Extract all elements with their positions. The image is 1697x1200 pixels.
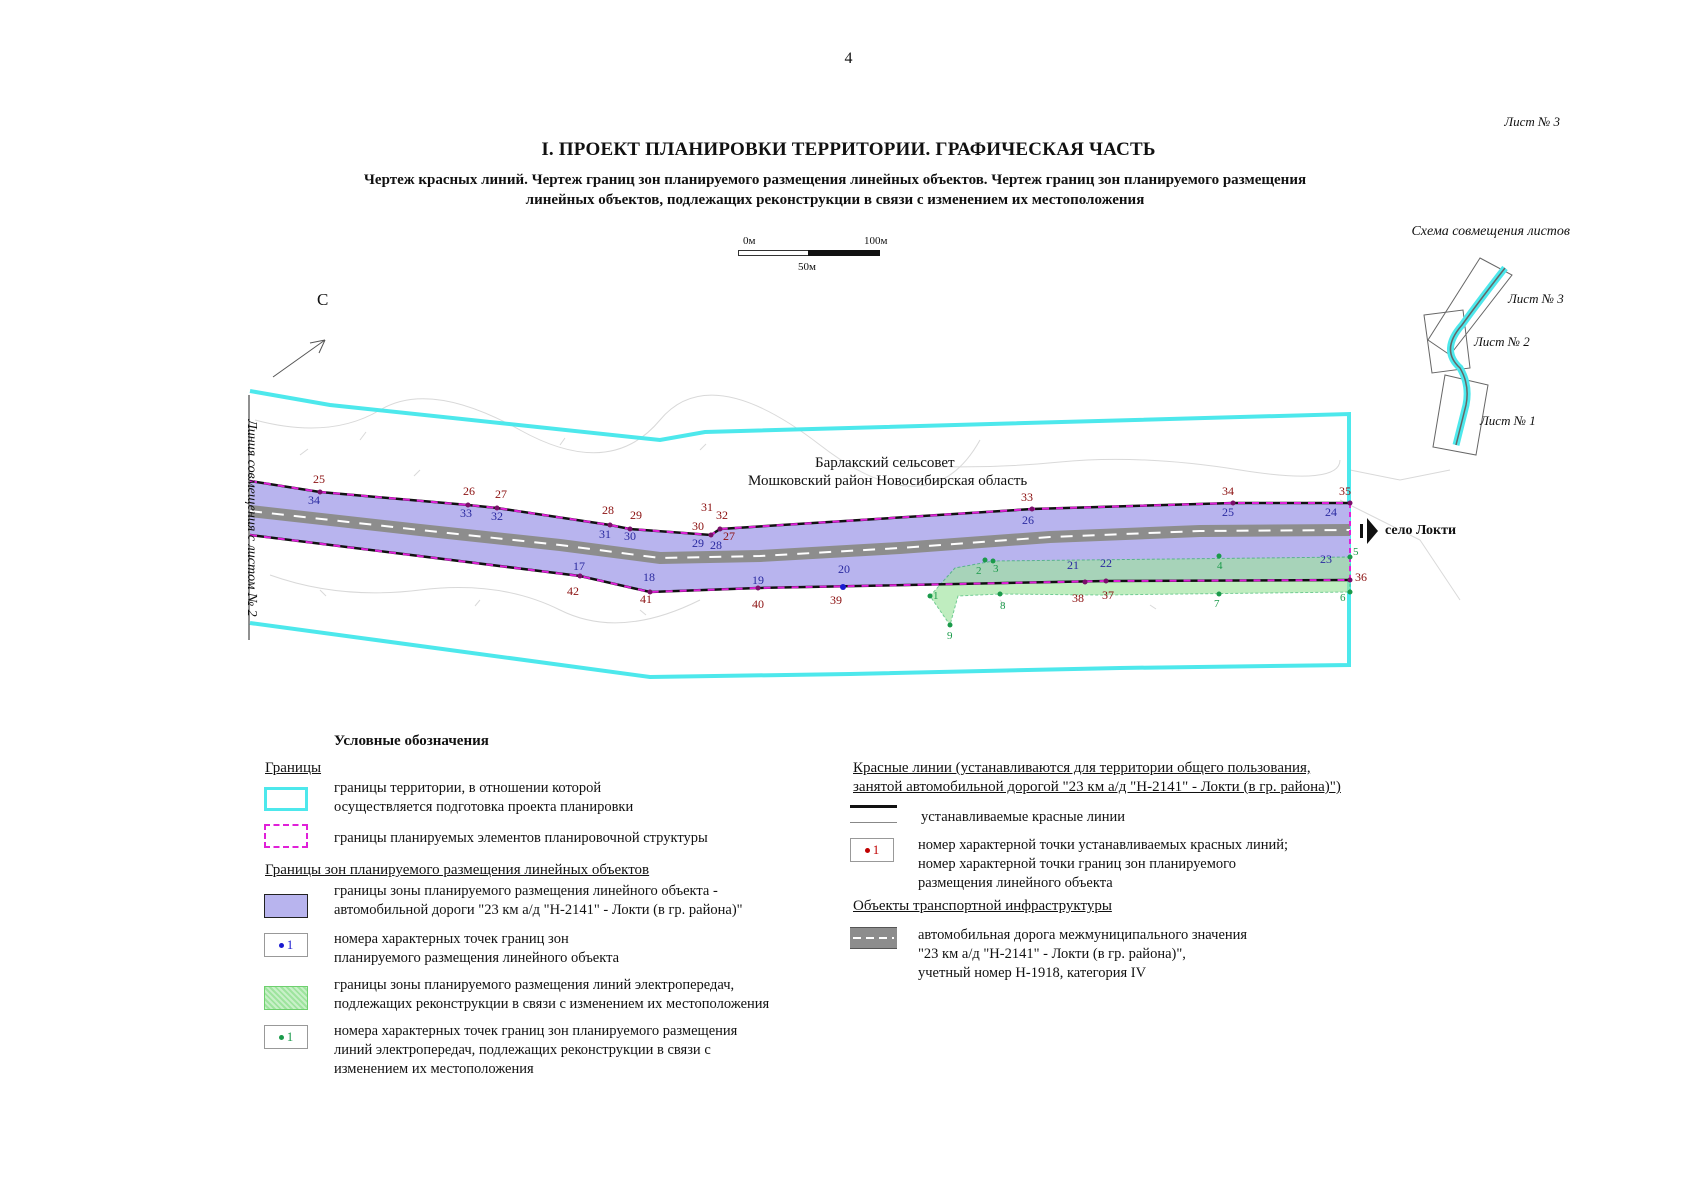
legend-road-line-2: "23 км а/д "Н-2141" - Локти (в гр. района)", (918, 946, 1186, 962)
legend-cyan-text (334, 779, 633, 817)
scale-mid-label: 50м (798, 261, 816, 273)
red-point-label: 26 (463, 484, 475, 498)
sheet-label: Лист № 3 (1504, 114, 1560, 129)
red-point-label: 31 (701, 500, 713, 514)
legend-heading: Условные обозначения (334, 733, 489, 749)
green-point-label: 3 (993, 563, 999, 575)
legend-magenta-swatch (264, 824, 308, 848)
place-label-1: Барлакский сельсовет (815, 455, 955, 471)
page-number: 4 (844, 50, 853, 67)
legend-green-swatch (264, 986, 308, 1010)
scale-end-label: 100м (864, 235, 888, 247)
legend-greenpt-line-2: линий электропередач, подлежащих реконструкции в связи с (334, 1042, 711, 1058)
legend-cyan-line-2: осуществляется подготовка проекта планировки (334, 799, 634, 815)
legend-greenpt-line-3: изменением их местоположения (334, 1061, 534, 1077)
legend-road-line-1: автомобильная дорога межмуниципального значения (918, 927, 1248, 943)
red-point-label: 27 (723, 529, 735, 543)
legend-cyan-swatch (264, 787, 308, 811)
blue-point-label: 32 (491, 509, 503, 523)
legend-bluept-swatch (264, 933, 308, 957)
legend-blue-swatch (264, 894, 308, 918)
red-point-label: 38 (1072, 591, 1084, 605)
scheme-sheet1-label: Лист № 1 (1480, 413, 1536, 428)
legend-red-section-line-2: занятой автомобильной дорогой "23 км а/д "Н-2141" - Локти (в гр. района)") (853, 779, 1341, 795)
green-point-label: 4 (1217, 560, 1223, 572)
legend-redpt-line-1: номер характерной точки устанавливаемых красных линий; (918, 837, 1289, 853)
destination-arrow-head (1367, 518, 1378, 544)
legend-green-text (334, 976, 769, 1014)
legend-red-section (853, 759, 1341, 797)
legend-cyan-line-1: границы территории, в отношении которой (334, 780, 602, 796)
subtitle-line-2: линейных объектов, подлежащих реконструкции в связи с изменением их местоположения (525, 192, 1145, 208)
legend-road-swatch (850, 927, 897, 949)
red-point-label: 39 (830, 593, 842, 607)
red-point-label: 29 (630, 508, 642, 522)
north-arrow-shaft (273, 340, 325, 377)
legend-road-text (918, 926, 1247, 983)
page-title: I. ПРОЕКТ ПЛАНИРОВКИ ТЕРРИТОРИИ. ГРАФИЧЕСКАЯ ЧАСТЬ (541, 139, 1156, 160)
blue-point-label: 33 (460, 506, 472, 520)
scale-start-label: 0м (743, 235, 756, 247)
blue-point-label: 28 (710, 538, 722, 552)
legend-red-line-swatch (850, 805, 897, 825)
red-point-label: 34 (1222, 484, 1234, 498)
blue-point-label: 29 (692, 536, 704, 550)
red-point-label: 33 (1021, 490, 1033, 504)
blue-point-label: 31 (599, 527, 611, 541)
red-point-label: 42 (567, 584, 579, 598)
legend-red-section-line-1: Красные линии (устанавливаются для территории общего пользования, (853, 760, 1311, 776)
green-point-label: 6 (1340, 592, 1346, 604)
blue-point-label: 21 (1067, 558, 1079, 572)
blue-point-label: 25 (1222, 505, 1234, 519)
red-point-label: 35 (1339, 484, 1351, 498)
red-point-label: 30 (692, 519, 704, 533)
red-point-label: 25 (313, 472, 325, 486)
legend-zones-section: Границы зон планируемого размещения линейных объектов (265, 862, 650, 878)
green-point-label: 2 (976, 565, 982, 577)
legend-greenpt-swatch (264, 1025, 308, 1049)
legend-redpt-text (918, 836, 1288, 893)
legend-green-line-2: подлежащих реконструкции в связи с изменением их местоположения (334, 996, 770, 1012)
blue-point-marker (840, 584, 846, 590)
red-point-label: 37 (1102, 588, 1114, 602)
blue-point-label: 20 (838, 562, 850, 576)
legend-redpt-line-2: номер характерной точки границ зон планируемого (918, 856, 1236, 872)
legend-blue-text (334, 882, 743, 920)
legend-green-line-1: границы зоны планируемого размещения линий электропередач, (334, 977, 735, 993)
red-point-label: 41 (640, 592, 652, 606)
legend-redpt-line-3: размещения линейного объекта (918, 875, 1113, 891)
legend-red-line-text: устанавливаемые красные линии (921, 809, 1125, 825)
blue-point-label: 17 (573, 559, 585, 573)
place-label-2: Мошковский район Новосибирская область (748, 473, 1028, 489)
legend-redpt-swatch (850, 838, 894, 862)
green-point-label: 8 (1000, 600, 1006, 612)
legend-blue-line-1: границы зоны планируемого размещения линейного объекта - (334, 883, 718, 899)
red-point-label: 28 (602, 503, 614, 517)
legend-greenpt-line-1: номера характерных точек границ зон планируемого размещения (334, 1023, 738, 1039)
blue-point-label: 22 (1100, 556, 1112, 570)
red-point-label: 32 (716, 508, 728, 522)
blue-point-label: 30 (624, 529, 636, 543)
red-point-label: 27 (495, 487, 507, 501)
legend-blue-line-2: автомобильной дороги "23 км а/д "Н-2141" - Локти (в гр. района)" (334, 902, 743, 918)
red-point-label: 36 (1355, 570, 1367, 584)
subtitle-line-1: Чертеж красных линий. Чертеж границ зон планируемого размещения линейных объектов. Чертеж границ зон планируемого размещения (363, 172, 1307, 188)
north-label: С (317, 290, 329, 309)
red-point-label: 40 (752, 597, 764, 611)
legend-sample-number: 1 (872, 842, 880, 857)
blue-point-label: 19 (752, 573, 764, 587)
legend-borders-section: Границы (265, 760, 322, 776)
legend-greenpt-text (334, 1022, 737, 1079)
blue-point-label: 24 (1325, 505, 1337, 519)
blue-point-label: 34 (308, 493, 320, 507)
scheme-title: Схема совмещения листов (1411, 224, 1570, 239)
scheme-sheet3-label: Лист № 3 (1508, 291, 1564, 306)
green-point-label: 5 (1353, 546, 1359, 558)
legend-sample-number: 1 (286, 1029, 294, 1044)
green-point-label: 9 (947, 630, 953, 642)
legend-magenta-text: границы планируемых элементов планировочной структуры (334, 830, 708, 846)
legend-bluept-line-1: номера характерных точек границ зон (334, 931, 569, 947)
green-point-label: 7 (1214, 598, 1220, 610)
legend-road-line-3: учетный номер Н-1918, категория IV (918, 965, 1147, 981)
destination-label: село Локти (1385, 523, 1457, 538)
legend-transport-section: Объекты транспортной инфраструктуры (853, 898, 1112, 914)
legend-sample-number: 1 (286, 937, 294, 952)
match-line-label: Линия совмещения с листом № 2 (244, 419, 259, 617)
legend-bluept-text (334, 930, 619, 968)
green-point-label: 1 (933, 590, 939, 602)
scheme-sheet2-label: Лист № 2 (1474, 334, 1530, 349)
blue-point-label: 26 (1022, 513, 1034, 527)
legend-bluept-line-2: планируемого размещения линейного объекта (334, 950, 620, 966)
blue-point-label: 23 (1320, 552, 1332, 566)
destination-arrow-bar (1360, 524, 1363, 538)
blue-point-label: 18 (643, 570, 655, 584)
